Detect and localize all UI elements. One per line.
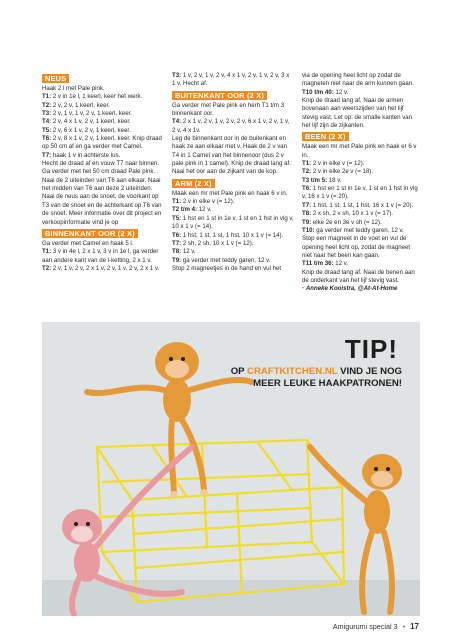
- craftkitchen-link[interactable]: CRAFTKITCHEN.NL: [247, 366, 338, 377]
- instruction-line: Haak 2 l met Pale pink.: [42, 85, 105, 92]
- round-text: 1 hst, 1 st, 1 st, 1 hst, 10 x 1 v (= 14).: [181, 231, 284, 239]
- round-text: 12 v.: [181, 248, 196, 256]
- instruction-line: [302, 227, 420, 235]
- round-text: 12 v.: [197, 206, 212, 214]
- round-text: 1 hst, 1 st, 1 st, 1 hst, 16 x 1 v (= 20).: [311, 201, 414, 209]
- round-label: T1:: [172, 198, 182, 206]
- instruction-line: Stop 2 magneetjes in de hand en vul het: [172, 264, 282, 272]
- round-text: haak 1 v in achterste lus.: [51, 151, 121, 159]
- instruction-line: [172, 198, 294, 206]
- signature-line: [302, 285, 420, 293]
- tip-title: TIP!: [344, 334, 398, 364]
- round-text: 2 x 1 v, 2 v, 1 v, 2 v, 2 v, 6 x 1 v, 2 v, 1 v, 2 v, 4 x 1v.: [172, 118, 290, 134]
- round-label: T2 t/m 4:: [172, 206, 198, 214]
- round-text: 2 v, 8 x 1 v, 2 v, 1 keerl, keer. Knip draad op 50 cm af en ga verder met Camel.: [42, 135, 162, 151]
- round-label: T4:: [172, 118, 182, 126]
- round-text: 2 v in 1e l, 1 keerl, keer het werk.: [51, 93, 143, 101]
- instruction-line: Ga verder met Camel en haak 5 l.: [42, 239, 134, 247]
- instruction-line: [172, 240, 294, 248]
- tip-line-1: [231, 366, 402, 377]
- tip-line-1-prefix: OP: [230, 366, 248, 377]
- round-label: T1:: [42, 248, 52, 256]
- instruction-line: Maak een mr met Pale pink en haak 6 v in.: [172, 189, 288, 197]
- neus-instructions: [42, 85, 164, 227]
- page-footer: [333, 622, 419, 631]
- section-heading-buitenkant-oor: BUITENKANT OOR (2 X): [172, 91, 267, 100]
- instruction-line: [42, 127, 164, 135]
- instruction-line: [42, 110, 164, 118]
- section-heading-binnenkant-oor: BINNENKANT OOR (2 X): [42, 229, 138, 238]
- instruction-line: Ga verder met Pale pink en herh T1 t/m 3 binnenkant oor.: [172, 101, 284, 118]
- section-heading-been: BEEN (2 X): [302, 132, 349, 141]
- section-heading-neus: NEUS: [42, 74, 69, 83]
- instruction-line: [302, 260, 420, 268]
- publication-name: Amigurumi special 3: [332, 622, 398, 631]
- round-text: 2 v in elke 2e v (= 18).: [311, 168, 373, 176]
- bullet-icon: •: [302, 285, 305, 293]
- round-label: T1:: [302, 160, 312, 168]
- instruction-line: Leg de binnenkant oor in de buitenkant en haak ze aan elkaar met v. Haak de 2 v van T4 in 1 Camel van het binnenoor (dus 2 v pale pink in 1 camel). Knip de draad lang af. Naai het oor aan de zijkant van de kop.: [172, 135, 291, 176]
- instruction-line: [42, 152, 164, 160]
- orange-monkey: [87, 342, 252, 497]
- round-label: T2:: [302, 168, 312, 176]
- instruction-line: Hecht de draad af en vouw T7 naar binnen. Ga verder met het 50 cm draad Pale pink. Naai de 2 uiteinden van T6 aan elkaar. Naai het midden van T6 aan deze 2 uiteinden. Naai de neus aan de snoet, de voorkant op T3 van de snoet en de achterkant op T6 van de snoet. Meer informatie over dit project en verkoopinformatie vind je op: [42, 160, 162, 226]
- round-label: T11 t/m 36:: [302, 260, 334, 268]
- been-instructions: [302, 143, 420, 285]
- round-text: ga verder met teddy garen, 12 v.: [314, 226, 404, 234]
- round-text: 2 v in elke v (= 12).: [311, 160, 365, 168]
- round-label: T7:: [42, 151, 52, 159]
- round-text: 2 v, 2 v, 1 keerl, keer.: [51, 101, 110, 109]
- round-label: T2:: [42, 264, 52, 272]
- round-label: T5:: [42, 126, 52, 134]
- instruction-line: [302, 210, 420, 218]
- instruction-line: [302, 160, 420, 168]
- round-label: T9:: [172, 256, 182, 264]
- round-label: T6:: [172, 231, 182, 239]
- round-text: 12 v.: [333, 88, 349, 96]
- round-label: T3 t/m 5:: [302, 176, 328, 184]
- round-text: 2 sh, 2 sh, 10 x 1 v (= 12).: [181, 239, 254, 247]
- column-3: [302, 72, 420, 294]
- instruction-line: Stop een magneet in de voet en vul de opening heel licht op, zodat de magneet niet naar het been kan gaan.: [302, 235, 411, 259]
- right-monkey: [310, 447, 402, 612]
- instruction-line: [302, 89, 420, 97]
- round-text: 3 v in 4e l, 2 x 1 v, 3 v in 1e l, ga verder aan andere kant van de l-ketting, 2 x 1 v.: [42, 248, 159, 264]
- instruction-line: [302, 168, 420, 176]
- round-label: T3:: [42, 110, 52, 118]
- round-text: 2 v, 4 x 1 v, 2 v, 1 keerl, keer.: [51, 118, 131, 126]
- instruction-line: [172, 72, 294, 89]
- round-label: T4:: [42, 118, 52, 126]
- round-label: T9:: [302, 218, 312, 226]
- instruction-line: [172, 215, 294, 232]
- round-text: ga verder met teddy garen, 12 v.: [181, 256, 271, 264]
- round-label: T1:: [42, 93, 52, 101]
- round-text: 2 v in elke v (= 12).: [181, 198, 235, 206]
- column-2: [172, 72, 294, 273]
- instruction-line: [42, 248, 164, 265]
- round-label: T2:: [42, 101, 52, 109]
- footer-dot-icon: •: [402, 622, 406, 631]
- round-text: elke 2e en 3e v sh (= 12).: [311, 218, 382, 226]
- instruction-line: [302, 202, 420, 210]
- oor-continuation: [172, 72, 294, 89]
- instruction-line: [302, 177, 420, 185]
- instruction-line: Knip de draad lang af. Naai de armen bovenaan aan weerszijden van het lijf stevig vast. Let op: de smalle kanten van het lijf zijn de zijkanten.: [302, 97, 413, 130]
- tip-line-2: MEER LEUKE HAAKPATRONEN!: [253, 378, 402, 389]
- instruction-line: [302, 185, 420, 202]
- round-label: T10:: [302, 226, 315, 234]
- round-label: T8:: [302, 210, 312, 218]
- round-text: 1 v, 2 v, 1 v, 2 v, 4 x 1 v, 2 v, 1 v, 2 v, 3 x 1 v. Hecht af.: [172, 72, 290, 88]
- instruction-line: [42, 135, 164, 152]
- monkey-photo: [42, 322, 420, 616]
- author-signature: Anneke Kooistra, @At-At-Home: [305, 285, 398, 293]
- tip-line-1-suffix: VIND JE NOG: [337, 366, 402, 377]
- instruction-line: [42, 93, 164, 101]
- round-text: 12 v.: [333, 260, 348, 268]
- page-number: 17: [410, 622, 419, 631]
- instruction-line: [42, 102, 164, 110]
- round-label: T3:: [172, 72, 182, 79]
- round-label: T10 t/m 40:: [302, 88, 334, 96]
- round-text: 18 v.: [327, 176, 342, 184]
- instruction-line: Maak een mr met Pale pink en haak er 6 v in.: [302, 143, 417, 159]
- instruction-line: via de opening heel licht op zodat de magneten niet naar de arm kunnen gaan.: [302, 72, 414, 88]
- instruction-line: [172, 248, 294, 256]
- round-label: T6:: [42, 135, 52, 143]
- arm-instructions: [172, 190, 294, 273]
- buitenkant-oor-instructions: [172, 102, 294, 177]
- round-label: T7:: [172, 239, 182, 247]
- round-label: T6:: [302, 185, 312, 193]
- round-text: 2 v, 1 v, 2 v, 2 x 1 v, 2 v, 1 v, 2 v, 2 x 1 v.: [51, 264, 160, 272]
- round-text: 2 x sh, 2 v sh, 10 x 1 v (= 17).: [311, 210, 393, 218]
- instruction-line: [302, 219, 420, 227]
- instruction-line: [42, 118, 164, 126]
- instruction-line: [172, 206, 294, 214]
- binnenkant-oor-instructions: [42, 240, 164, 273]
- round-text: 2 v, 6 x 1 v, 2 v, 1 keerl, keer.: [51, 126, 131, 134]
- column-1: [42, 72, 164, 273]
- instruction-line: Knip de draad lang af. Naai de benen aan de onderkant van het lijf stevig vast.: [302, 268, 415, 284]
- round-label: T8:: [172, 248, 182, 256]
- round-text: 2 v, 1 v, 1 v, 2 v, 1 keerl, keer.: [51, 110, 132, 118]
- instruction-line: [172, 257, 294, 265]
- instruction-line: [172, 232, 294, 240]
- round-label: T5:: [172, 214, 182, 222]
- instruction-line: [42, 265, 164, 273]
- yellow-basket: [97, 440, 344, 602]
- arm-continuation: [302, 72, 420, 130]
- round-text: 1 hst en 1 st in 1e v, 1 st en 1 hst in vlg v, 16 x 1 v (= 20).: [302, 185, 418, 201]
- round-label: T7:: [302, 201, 312, 209]
- round-text: 1 hst en 1 st in 1e v, 1 st en 1 hst in vlg v, 10 x 1 v (= 14).: [172, 214, 294, 231]
- instruction-line: [172, 118, 294, 135]
- section-heading-arm: ARM (2 X): [172, 179, 215, 188]
